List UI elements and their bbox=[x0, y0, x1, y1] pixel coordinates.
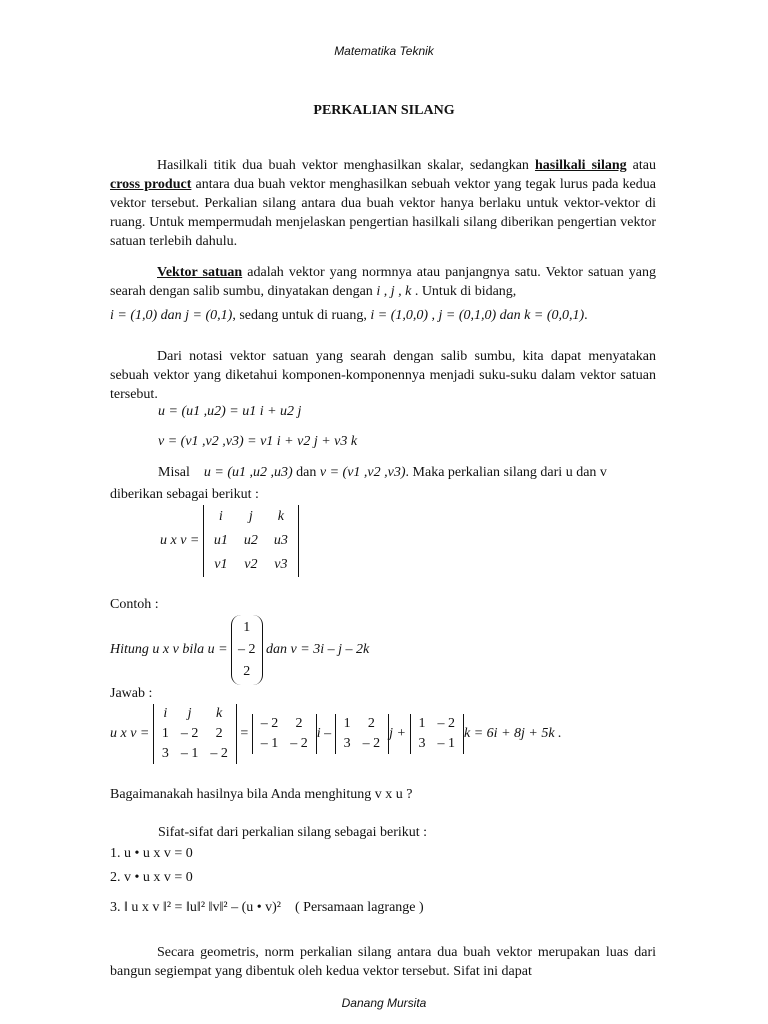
unit-vectors: i , j , k bbox=[376, 284, 412, 299]
determinant-example: i j k 1 – 2 2 3 – 1 – 2 bbox=[153, 704, 237, 764]
term-cross-product: cross product bbox=[110, 177, 192, 192]
sifat-item-1: 1. u • u x v = 0 bbox=[110, 846, 193, 861]
paragraph-vektor-satuan: Vektor satuan adalah vektor yang normnya atau panjangnya satu. Vektor satuan yang searah dengan salib sumbu, dinyatakan dengan i , j , k . Untuk di bidang, bbox=[110, 265, 656, 299]
page-title: PERKALIAN SILANG bbox=[313, 103, 455, 118]
equation-v: v = (v1 ,v2 ,v3) = v1 i + v2 j + v3 k bbox=[158, 434, 358, 449]
minor-k: 1 – 2 3 – 1 bbox=[410, 714, 465, 754]
paragraph-geometris: Secara geometris, norm perkalian silang antara dua buah vektor merupakan luas dari bangun segiempat yang dibentuk oleh kedua vektor tersebut. Sifat ini dapat bbox=[110, 945, 656, 979]
paragraph-notasi: Dari notasi vektor satuan yang searah dengan salib sumbu, kita dapat menyatakan sebuah vektor yang diketahui komponen-komponennya menjadi suku-suku dalam vektor satuan tersebut. bbox=[110, 349, 656, 402]
running-header: Matematika Teknik bbox=[334, 44, 434, 58]
determinant-definition: i j k u1 u2 u3 v1 v2 v3 bbox=[203, 505, 299, 577]
unit-vector-definitions: i = (1,0) dan j = (0,1), sedang untuk di ruang, i = (1,0,0) , j = (0,1,0) dan k = (0,0,1). bbox=[110, 308, 588, 323]
sifat-intro: Sifat-sifat dari perkalian silang sebagai berikut : bbox=[158, 825, 428, 840]
jawab-label: Jawab : bbox=[110, 686, 153, 701]
question-line: Bagaimanakah hasilnya bila Anda menghitung v x u ? bbox=[110, 787, 413, 802]
lagrange-note: ( Persamaan lagrange ) bbox=[295, 900, 424, 915]
running-footer: Danang Mursita bbox=[341, 996, 427, 1010]
contoh-label: Contoh : bbox=[110, 597, 159, 612]
minor-j: 1 2 3 – 2 bbox=[335, 714, 390, 754]
cross-product-definition: u x v = i j k u1 u2 u3 v1 v2 v3 bbox=[160, 505, 299, 577]
sifat-item-3: 3. ‖ u x v ‖² = ‖u‖² ‖v‖² – (u • v)² ( Persamaan lagrange ) bbox=[110, 900, 424, 915]
vector-u-column: 1 – 2 2 bbox=[231, 615, 263, 685]
misal-line: Misal u = (u1 ,u2 ,u3) dan v = (v1 ,v2 ,v3). Maka perkalian silang dari u dan v bbox=[158, 465, 607, 480]
minor-i: – 2 2 – 1 – 2 bbox=[252, 714, 317, 754]
equation-u: u = (u1 ,u2) = u1 i + u2 j bbox=[158, 404, 302, 419]
sifat-item-2: 2. v • u x v = 0 bbox=[110, 870, 193, 885]
paragraph-intro: Hasilkali titik dua buah vektor menghasilkan skalar, sedangkan hasilkali silang atau cross product antara dua buah vektor menghasilkan sebuah vektor yang tegak lurus pada kedua vektor tersebut. Perkalian silang antara dua buah vektor hanya berlaku untuk vektor-vektor di ruang. Untuk mempermudah menjelaskan pengertian hasilkali silang diberikan pengertian vektor satuan terlebih dahulu. bbox=[110, 158, 656, 249]
diberikan-line: diberikan sebagai berikut : bbox=[110, 487, 259, 502]
example-solution: u x v = i j k 1 – 2 2 3 – 1 – 2 = – 2 2 – 1 – 2 i – 1 2 3 – 2 j + 1 – 2 3 – 1 k = 6i + 8j + 5k . bbox=[110, 704, 562, 764]
example-problem: Hitung u x v bila u = 1 – 2 2 dan v = 3i – j – 2k bbox=[110, 615, 369, 685]
term-vektor-satuan: Vektor satuan bbox=[157, 265, 243, 280]
term-hasilkali-silang: hasilkali silang bbox=[534, 158, 627, 173]
